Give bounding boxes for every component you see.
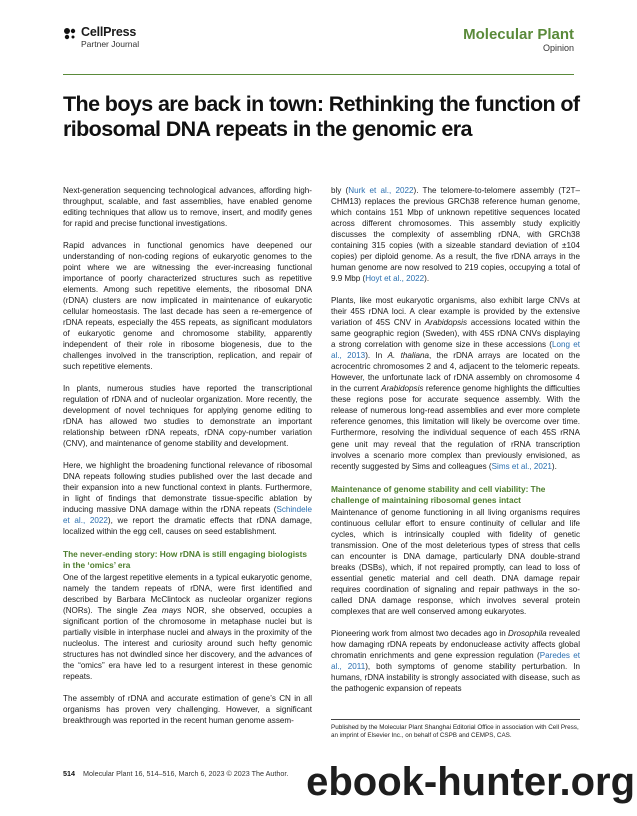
paragraph [63,572,312,682]
publisher-subtitle: Partner Journal [81,39,140,49]
text-run: ). [551,461,557,471]
text-run: Here, we highlight the broadening functional relevance of ribosomal DNA repeats following studies published over the last decade and their expansion into a new functional context in plants. Furthermore, in light of findings that demonstrate tissue-specific ablation by inducing massive DNA damage within the rDNA repeats ( [63,460,312,514]
citation-link[interactable]: Schindele et al., 2022 [63,504,312,525]
italic-term: Zea mays [142,606,182,615]
citation-link[interactable]: Long et al., 2013 [331,340,580,361]
article-type: Opinion [542,43,574,53]
citation-line: Molecular Plant 16, 514–516, March 6, 2023 © 2023 The Author. [83,769,289,778]
italic-term: Arabidopsis [424,318,468,328]
citation-link[interactable]: Nurk et al., 2022 [348,186,414,195]
text-run: ), both symptoms of genome stability perturbation. In humans, rDNA instability is strongly associated with disease, such as the pathogenic expansion of repeats [331,661,581,693]
citation-link[interactable]: Paredes et al., 2011 [331,650,580,671]
text-run: ), we report the dramatic effects that rDNA damage, localized within the egg cell, causes on seed establishment. [63,515,312,536]
text-run: Plants, like most eukaryotic organisms, also exhibit large CNVs at their 45S rDNA loci. A clear example is provided by the extensive variation of 45S CNV in [331,295,580,328]
watermark: ebook-hunter.org [306,760,635,804]
publisher-footnote: Published by the Molecular Plant Shanghai Editorial Office in association with Cell Press, an imprint of Elsevier Inc., on behalf of CSPB and CEMPS, CAS. [331,724,579,740]
paragraph [331,628,580,694]
text-run: reference genome highlights the difficulties these regions pose for accurate sequence assembly. With the release of numerous long-read assemblies and ever more complete reference genomes, this limitation will likely be overcome over time. Furthermore, resolving the individual sequence of each 45S rRNA gene unit may reveal that the regulation of rRNA transcription involves a scenario more complex than previously envisioned, as recently suggested by Sims and colleagues ( [331,384,580,471]
paragraph [331,295,580,472]
paragraph: Rapid advances in functional genomics have deepened our understanding of non-coding regions of eukaryotic genomes to the point where we are witnessing the ever-increasing functional importance of poorly characterized structures such as repetitive elements. Among such repetitive elements, the ribosomal DNA (rDNA) clusters are now implicated in maintenance of eukaryotic cellular homeostasis. The last decade has seen a re-emergence of rDNA repeats, especially the 45S repeats, as significant modulators of eukaryotic genome and chromosome stability, apparently independent of their role in ribosome biogenesis, due to the challenges involved in the transcription, replication, and repair of such repetitive elements. [63,240,312,372]
paragraph: Maintenance of genome functioning in all living organisms requires continuous cellular effort to ensure continuity of cellular and life cycles, which is intrinsically coupled with fidelity of genetic transmission. One of the most deleterious types of stress that cells can encounter is DNA damage, particularly DNA double-strand breaks (DSBs), which, if not repaired promptly, can lead to loss of essential genetic material and cell death. DNA damage repair requires coordination of signaling and repair pathways in the so-called DNA damage response, which involves several protein complexes that are well conserved among eukaryotes. [331,507,580,617]
section-heading: Maintenance of genome stability and cell viability: The challenge of maintaining ribosomal genes intact [331,483,546,505]
page-number: 514 [63,769,75,778]
text-run: revealed how damaging rDNA repeats by endonuclease activity affects global chromatin enrichments and gene expression regulation ( [331,628,580,660]
cellpress-logo-icon [63,27,77,41]
header-divider [63,74,574,75]
text-run: Pioneering work from almost two decades ago in [331,628,508,638]
journal-header [463,26,574,54]
section-heading: The never-ending story: How rDNA is still engaging biologists in the ‘omics’ era [63,548,308,570]
text-run: One of the largest repetitive elements in a typical eukaryotic genome, namely the tandem repeats of rDNA, were first identified and described by Barbara McClintock as nucleolar organizer regions (NORs). The single [63,572,312,615]
journal-name: Molecular Plant [463,26,574,43]
right-column [331,185,580,704]
text-run: ). [424,274,430,284]
text-run: bly ( [331,186,349,195]
text-run: NOR, she observed, occupies a significant portion of the chromosome in metaphase nuclei but is partially visible in interphase nuclei and always in the proximity of the nucleolus. The interest and curiosity around such hefty genomic structures has not dwindled since her discovery, and the advances of the “omics” era have led to a resurgent interest in these genomic repeats. [63,606,312,682]
page-footer [63,769,288,778]
footnote-rule [331,719,580,720]
paragraph [63,460,312,537]
publisher-logo [63,26,139,49]
text-run: ). The telomere-to-telomere assembly (T2T–CHM13) replaces the previous GRCh38 reference human genome, which contains 151 Mbp of unknown repetitive sequences located across different chromosomes. This assembly study explicitly discusses the complexity of assembling rDNA, with GRCh38 containing 315 copies (with a sizeable standard deviation of ±104 copies) per diploid genome. As a result, the five rDNA arrays in the human genome are now resolved to 219 copies, occupying a total of 9.9 Mbp ( [331,186,580,284]
paragraph: In plants, numerous studies have reported the transcriptional regulation of rDNA and of nucleolar organization. More recently, the development of novel techniques for applying genome editing to rDNA has allowed two studies to demonstrate an important relationship between rDNA repeats, rDNA copy-number variation (CNV), and maintenance of genome stability and development. [63,383,312,448]
italic-term: Arabidopsis [381,384,424,394]
paragraph [331,185,580,284]
left-column [63,185,312,736]
publisher-name: CellPress [81,25,137,39]
paragraph: The assembly of rDNA and accurate estimation of gene’s CN in all organisms has proven very challenging. However, a significant breakthrough was reported in the recent human genome assem- [63,693,312,725]
text-run: , the rDNA arrays are located on the acrocentric chromosomes 2 and 4, adjacent to the telomeric repeats. However, the unfortunate lack of rDNA assembly on chromosome 4 in the current [331,351,580,394]
text-run: ). In [365,351,388,361]
paragraph: Next-generation sequencing technological advances, affording high-throughput, scalable, and fast assemblies, have enabled genome editing techniques that allow us to remove, insert, and modify genes for rapid and precise functional investigations. [63,186,312,229]
citation-link[interactable]: Sims et al., 2021 [491,461,552,471]
text-run: accessions located within the same geographic region (Sweden), with 45S rDNA CNVs displaying a strong correlation with genome size in these accessions ( [331,318,580,350]
citation-link[interactable]: Hoyt et al., 2022 [365,274,425,284]
italic-term: A. thaliana [387,351,430,361]
article-title: The boys are back in town: Rethinking the function of ribosomal DNA repeats in the genomic era [63,92,580,141]
italic-term: Drosophila [507,628,547,638]
